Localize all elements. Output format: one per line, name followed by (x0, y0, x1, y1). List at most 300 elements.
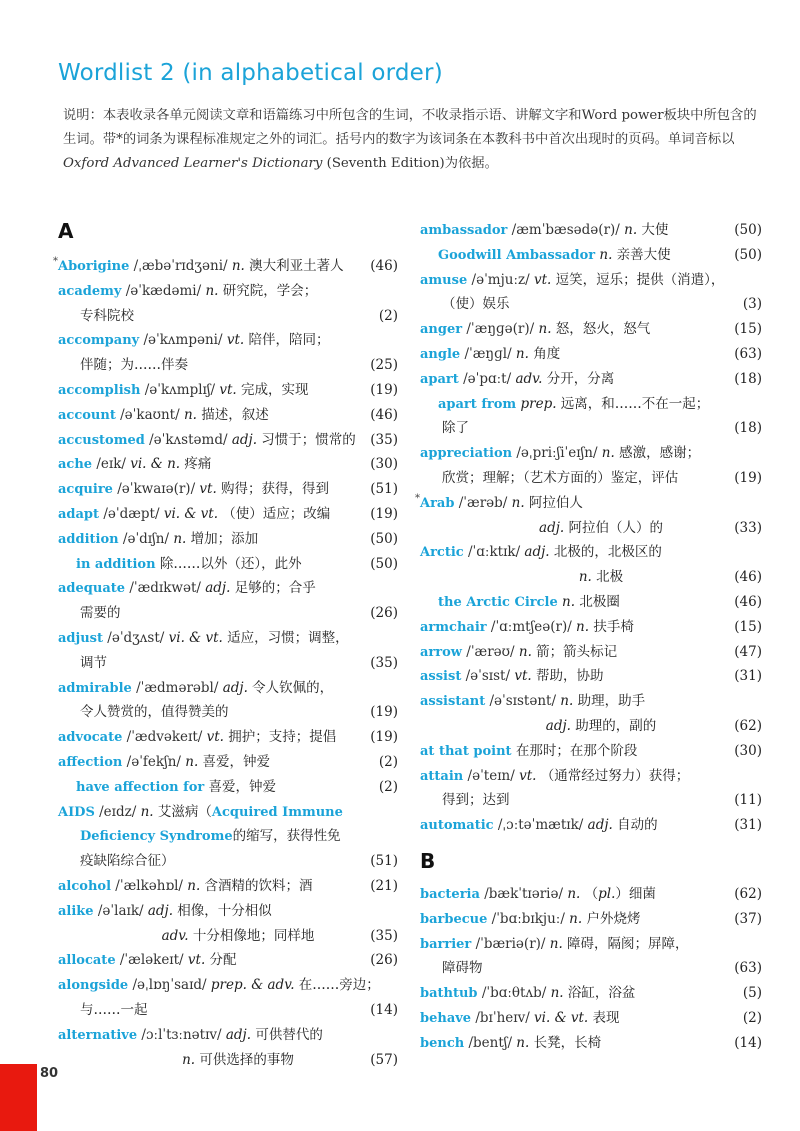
definition: 帮助，协助 (531, 668, 604, 685)
entry-row (58, 948, 398, 973)
entry-row (58, 874, 398, 899)
part-of-speech: vt. (219, 381, 237, 398)
definition: 助理的，副的 (570, 717, 657, 734)
entry-row (420, 932, 762, 957)
part-of-speech: prep. & adv. (210, 977, 295, 994)
headword: in addition (76, 556, 156, 572)
headword: automatic (420, 818, 494, 834)
definition: 在那时；在那个阶段 (511, 742, 638, 759)
page-reference: (51) (370, 853, 398, 870)
entry-row (420, 882, 762, 907)
definition: （ (580, 885, 599, 902)
note-text-2: (Seventh Edition)为依据。 (322, 156, 498, 171)
part-of-speech: adj. (222, 679, 248, 696)
entry-row (58, 800, 398, 825)
page-reference: (19) (370, 381, 398, 398)
pronunciation: /ˈædmərəbl/ (131, 679, 223, 696)
definition: 描述，叙述 (196, 406, 269, 423)
entry-row (58, 601, 398, 626)
page-reference: (19) (370, 729, 398, 746)
definition: 除了 (442, 420, 469, 437)
page-reference: (18) (734, 370, 762, 387)
entry-row (420, 540, 762, 565)
headword: the Arctic Circle (438, 594, 558, 610)
page-reference: (46) (734, 569, 762, 586)
definition: 与……一起 (80, 1001, 148, 1018)
entry-row (420, 516, 762, 541)
page-reference: (31) (734, 668, 762, 685)
definition: 增加；添加 (186, 530, 259, 547)
part-of-speech: n. (549, 935, 563, 952)
headword: allocate (58, 953, 116, 969)
page-reference: (18) (734, 420, 762, 437)
pronunciation: /ˈæləkeɪt/ (115, 952, 188, 969)
entry-row (420, 813, 762, 838)
entry-row (420, 764, 762, 789)
pronunciation: /əˌpriːʃiˈeɪʃn/ (512, 445, 602, 462)
headword: angle (420, 346, 461, 362)
pronunciation: /ˈædvəkeɪt/ (122, 729, 207, 746)
page-reference: (63) (734, 960, 762, 977)
definition: 感激，感谢； (614, 445, 701, 462)
pronunciation: /əˈpɑːt/ (458, 370, 516, 387)
entry-row (58, 527, 398, 552)
page-reference: (35) (370, 927, 398, 944)
part-of-speech: n. (569, 910, 583, 927)
headword: acquire (58, 482, 113, 498)
headword: alike (58, 903, 94, 919)
entry-row (58, 824, 398, 849)
definition: 亲善大使 (612, 246, 671, 263)
definition: 在……旁边； (294, 977, 380, 994)
pronunciation: /bɪˈheɪv/ (471, 1009, 535, 1026)
headword: adjust (58, 630, 103, 646)
page-reference: (2) (742, 1009, 762, 1026)
part-of-speech: n. (231, 258, 245, 274)
part-of-speech: vi. & vt. (534, 1009, 589, 1026)
entry-row (58, 626, 398, 651)
headword: Deficiency Syndrome (80, 829, 233, 845)
entry-row (58, 924, 398, 949)
definition: 疫缺陷综合征） (80, 853, 175, 870)
page-reference: (15) (734, 321, 762, 338)
entry-row (420, 1006, 762, 1031)
entry-row (420, 689, 762, 714)
headword: bacteria (420, 886, 480, 902)
left-entries (53, 254, 398, 1072)
entry-row (420, 664, 762, 689)
pronunciation: /əˈlaɪk/ (93, 902, 148, 919)
part-of-speech: n. (182, 1051, 196, 1068)
entry-row (58, 725, 398, 750)
entry-row (420, 243, 762, 268)
headword: assist (420, 669, 462, 685)
pronunciation: /əˈkædəmi/ (121, 282, 206, 299)
part-of-speech: vt. (519, 767, 537, 784)
headword: account (58, 407, 116, 423)
definition: 户外烧烤 (582, 910, 641, 927)
page-reference: (33) (734, 519, 762, 536)
pronunciation: /ˈɑːmtʃeə(r)/ (486, 618, 577, 635)
headword: addition (58, 531, 119, 547)
part-of-speech: vi. & vt. (163, 505, 218, 522)
page-reference: (50) (370, 555, 398, 572)
note-text-1: 说明：本表收录各单元阅读文章和语篇练习中所包含的生词，不收录指示语、讲解文字和Word power板块中所包含的生词。带*的词条为课程标准规定之外的词汇。括号内的数字为该词条在本教科书中首次出现时的页码。单词音标以 (63, 108, 757, 147)
part-of-speech: n. (205, 282, 219, 299)
part-of-speech: vi. & n. (130, 456, 181, 473)
page-reference: (62) (734, 717, 762, 734)
part-of-speech: n. (576, 618, 590, 635)
page-reference: (57) (370, 1051, 398, 1068)
definition: 阿拉伯（人）的 (564, 519, 663, 536)
page-title: Wordlist 2 (in alphabetical order) (58, 60, 443, 86)
definition: 陪伴，陪同； (244, 332, 330, 349)
pronunciation: /əˈmjuːz/ (467, 271, 534, 288)
definition: （通常经过努力）获得； (536, 767, 690, 784)
part-of-speech: n. (578, 569, 592, 586)
entry-row (58, 899, 398, 924)
pronunciation: /əˈdæpt/ (99, 505, 164, 522)
entry-row (420, 565, 762, 590)
left-column (53, 218, 398, 1072)
section-letter-b: B (420, 848, 436, 873)
headword: assistant (420, 694, 486, 710)
part-of-speech: n. (185, 753, 199, 770)
definition: 完成，实现 (236, 381, 309, 398)
headword: accompany (58, 333, 140, 349)
definition: 浴缸，浴盆 (563, 985, 636, 1002)
headword: amuse (420, 272, 468, 288)
pronunciation: /eɪdz/ (94, 803, 141, 820)
part-of-speech: n. (557, 593, 576, 610)
page-reference: (47) (734, 643, 762, 660)
headword: barbecue (420, 911, 488, 927)
part-of-speech: vt. (226, 332, 245, 349)
right-entries (415, 218, 762, 838)
page-reference: (46) (734, 593, 762, 610)
star-marker: * (415, 492, 420, 504)
definition: （使）娱乐 (442, 296, 510, 313)
page-reference: (26) (370, 952, 398, 969)
headword: Arab (420, 495, 455, 511)
entry-row (58, 973, 398, 998)
definition: 可供选择的事物 (195, 1051, 294, 1068)
part-of-speech: vt. (199, 481, 217, 498)
page-reference: (62) (734, 885, 762, 902)
definition: 的缩写，获得性免 (232, 828, 341, 845)
definition: 可供替代的 (251, 1026, 323, 1043)
entry-row (58, 428, 398, 453)
part-of-speech: n. (550, 985, 564, 1002)
definition: 分配 (205, 952, 237, 969)
headword: armchair (420, 619, 487, 635)
page-reference: (2) (378, 753, 398, 770)
pronunciation: /ˈɑːktɪk/ (463, 544, 525, 561)
page-reference: (30) (370, 456, 398, 473)
headword: Arctic (420, 545, 464, 561)
part-of-speech: n. (140, 803, 154, 820)
page-reference: (19) (370, 704, 398, 721)
entry-row (420, 218, 762, 243)
definition: 令人钦佩的， (247, 679, 334, 696)
definition: 需要的 (80, 605, 121, 622)
headword: appreciation (420, 446, 513, 462)
page-corner-badge (0, 1064, 37, 1131)
pronunciation: /ˈædɪkwət/ (125, 580, 206, 597)
part-of-speech: vt. (206, 729, 224, 746)
headword: behave (420, 1010, 472, 1026)
definition: 逗笑，逗乐；提供（消遣）， (551, 271, 725, 288)
page-reference: (14) (370, 1001, 398, 1018)
entry-row (58, 328, 398, 353)
definition: 调节 (80, 654, 107, 671)
page-reference: (19) (370, 505, 398, 522)
part-of-speech: n. (601, 445, 615, 462)
part-of-speech: n. (511, 494, 525, 511)
pronunciation: /ˈbɑːbɪkjuː/ (487, 910, 570, 927)
pronunciation: /əˈkʌmplɪʃ/ (140, 381, 220, 398)
entry-row (58, 676, 398, 701)
entry-row (58, 403, 398, 428)
headword: apart from (438, 396, 517, 412)
definition: 阿拉伯人 (524, 494, 583, 511)
entry-row (420, 640, 762, 665)
headword: at that point (420, 743, 512, 759)
part-of-speech: n. (187, 877, 201, 894)
page-reference: (11) (734, 792, 762, 809)
page-reference: (25) (370, 357, 398, 374)
page-reference: (2) (378, 307, 398, 324)
definition: 疼痛 (180, 456, 212, 473)
definition: 箭；箭头标记 (531, 643, 618, 660)
right-column (415, 218, 762, 1056)
headword: alongside (58, 978, 129, 994)
definition: 怒，怒火，怒气 (551, 321, 651, 338)
definition: 除……以外（还），此外 (155, 555, 302, 572)
page-reference: (46) (370, 258, 398, 274)
definition: 购得；获得，得到 (216, 481, 330, 498)
headword: admirable (58, 680, 132, 696)
page-reference: (3) (742, 296, 762, 313)
entry-row (420, 739, 762, 764)
dictionary-name: Oxford Advanced Learner's Dictionary (63, 156, 323, 171)
entry-row (58, 576, 398, 601)
definition: 专科院校 (80, 307, 134, 324)
definition: 含酒精的饮料；酒 (200, 877, 313, 894)
headword: alcohol (58, 878, 112, 894)
entry-row (420, 981, 762, 1006)
page-reference: (63) (734, 345, 762, 362)
part-of-speech: adj. (587, 817, 613, 834)
entry-row (420, 317, 762, 342)
section-letter-a: A (58, 219, 74, 243)
entry-row (420, 788, 762, 813)
page-reference: (30) (734, 742, 762, 759)
pronunciation: /əˈkʌmpəni/ (139, 332, 227, 349)
part-of-speech: adj. (539, 519, 565, 536)
right-entries-b (420, 882, 762, 1056)
part-of-speech: adv. (161, 927, 189, 944)
definition: 澳大利亚土著人 (244, 258, 344, 274)
entry-row (58, 552, 398, 577)
page-reference: (14) (734, 1034, 762, 1051)
pronunciation: /əˈfekʃn/ (122, 753, 186, 770)
pronunciation: /əˈkʌstəmd/ (144, 431, 232, 448)
definition: 令人赞赏的，值得赞美的 (80, 704, 229, 721)
definition: 相像，十分相似 (173, 902, 272, 919)
pronunciation: /əˈsɪstənt/ (485, 693, 561, 710)
definition: 分开，分离 (542, 370, 615, 387)
page-reference: (26) (370, 605, 398, 622)
entry-row (420, 956, 762, 981)
entry-row (58, 304, 398, 329)
part-of-speech: n. (515, 345, 529, 362)
part-of-speech: vt. (514, 668, 532, 685)
definition: 大使 (637, 222, 669, 238)
part-of-speech: adj. (225, 1026, 252, 1043)
part-of-speech: n. (624, 222, 638, 238)
definition: 长凳，长椅 (529, 1034, 602, 1051)
definition: 艾滋病（ (153, 803, 212, 820)
entry-row (420, 392, 762, 417)
entry-row (420, 466, 762, 491)
entry-row (420, 441, 762, 466)
entry-row (58, 750, 398, 775)
definition: 助理，助手 (573, 693, 646, 710)
headword: academy (58, 283, 122, 299)
page-reference: (50) (370, 530, 398, 547)
definition: （使）适应；改编 (218, 505, 331, 522)
part-of-speech: n. (518, 643, 532, 660)
entry-row (58, 452, 398, 477)
entry-row (420, 342, 762, 367)
entry-row (58, 477, 398, 502)
page-reference: (21) (370, 877, 398, 894)
headword: alternative (58, 1027, 138, 1043)
part-of-speech: adj. (231, 431, 257, 448)
definition: 喜爱，钟爱 (204, 778, 277, 795)
pronunciation: /əˈdʒʌst/ (103, 629, 169, 646)
definition: 伴随；为……伴奏 (80, 357, 188, 374)
definition: 足够的；合乎 (230, 580, 316, 597)
pronunciation: /ˈbɑːθtʌb/ (477, 985, 551, 1002)
definition: 喜爱，钟爱 (198, 753, 271, 770)
pronunciation: /æmˈbæsədə(r)/ (507, 222, 625, 238)
page-reference: (35) (370, 654, 398, 671)
headword: advocate (58, 730, 123, 746)
page-number: 80 (40, 1066, 59, 1081)
headword: Goodwill Ambassador (438, 247, 596, 263)
headword: accomplish (58, 382, 141, 398)
entry-row (58, 998, 398, 1023)
part-of-speech: adj. (524, 544, 550, 561)
definition: 障碍物 (442, 960, 483, 977)
part-of-speech: prep. (516, 395, 557, 412)
definition: 欣赏；理解；（艺术方面的）鉴定，评估 (442, 469, 679, 486)
definition: ）细菌 (615, 885, 656, 902)
entry-row (58, 353, 398, 378)
definition: 扶手椅 (589, 618, 634, 635)
entry-row (420, 268, 762, 293)
headword: barrier (420, 936, 472, 952)
pronunciation: /ˈæŋɡl/ (460, 345, 516, 362)
page-reference: (46) (370, 406, 398, 423)
headword: ache (58, 457, 93, 473)
part-of-speech: adj. (147, 902, 174, 919)
entry-row (58, 1048, 398, 1073)
definition: 角度 (528, 345, 561, 362)
part-of-speech: vt. (533, 271, 552, 288)
entry-row (58, 378, 398, 403)
definition: 障碍，隔阂；屏障， (562, 935, 689, 952)
headword: anger (420, 322, 463, 338)
pronunciation: /əˈkaʊnt/ (115, 406, 184, 423)
definition: 表现 (588, 1009, 620, 1026)
part-of-speech: n. (567, 885, 581, 902)
headword: bench (420, 1035, 465, 1051)
entry-row (58, 651, 398, 676)
page-reference: (35) (370, 431, 398, 448)
headword: adapt (58, 506, 100, 522)
definition: 北极圈 (575, 593, 620, 610)
entry-row (58, 775, 398, 800)
pronunciation: /ˈælkəhɒl/ (111, 877, 188, 894)
entry-row (420, 615, 762, 640)
page-reference: (51) (370, 481, 398, 498)
pronunciation: /ˈbæriə(r)/ (471, 935, 550, 952)
part-of-speech: n. (183, 406, 197, 423)
page-reference: (2) (378, 778, 398, 795)
headword: Aborigine (58, 259, 130, 274)
pronunciation: /bentʃ/ (464, 1034, 517, 1051)
pronunciation: /əˌlɒŋˈsaɪd/ (128, 977, 211, 994)
entry-row (58, 700, 398, 725)
definition: 北极 (591, 569, 624, 586)
headword: have affection for (76, 779, 205, 795)
part-of-speech: vi. & vt. (168, 629, 223, 646)
pronunciation: /əˈteɪn/ (463, 767, 520, 784)
star-marker: * (53, 256, 58, 267)
entry-row (420, 292, 762, 317)
part-of-speech: adj. (545, 717, 571, 734)
definition: 自动的 (612, 817, 658, 834)
explanatory-note (63, 104, 763, 176)
headword: AIDS (58, 804, 95, 820)
page-reference: (37) (734, 910, 762, 927)
entry-row (420, 590, 762, 615)
headword: accustomed (58, 432, 145, 448)
pronunciation: /əˈsɪst/ (461, 668, 515, 685)
entry-row (420, 714, 762, 739)
page-reference: (50) (734, 246, 762, 263)
entry-row (53, 254, 398, 279)
entry-row (420, 367, 762, 392)
page-reference: (15) (734, 618, 762, 635)
part-of-speech: n. (538, 321, 552, 338)
entry-row (415, 491, 762, 516)
definition: 远离，和……不在一起； (556, 395, 710, 412)
part-of-speech: n. (516, 1034, 530, 1051)
pronunciation: /ˌɔːtəˈmætɪk/ (493, 817, 588, 834)
part-of-speech: vt. (187, 952, 206, 969)
headword: adequate (58, 581, 126, 597)
part-of-speech: n. (595, 246, 613, 263)
entry-row (420, 907, 762, 932)
part-of-speech: adv. (515, 370, 543, 387)
part-of-speech: adj. (205, 580, 231, 597)
page-reference: (31) (734, 817, 762, 834)
entry-row (58, 502, 398, 527)
